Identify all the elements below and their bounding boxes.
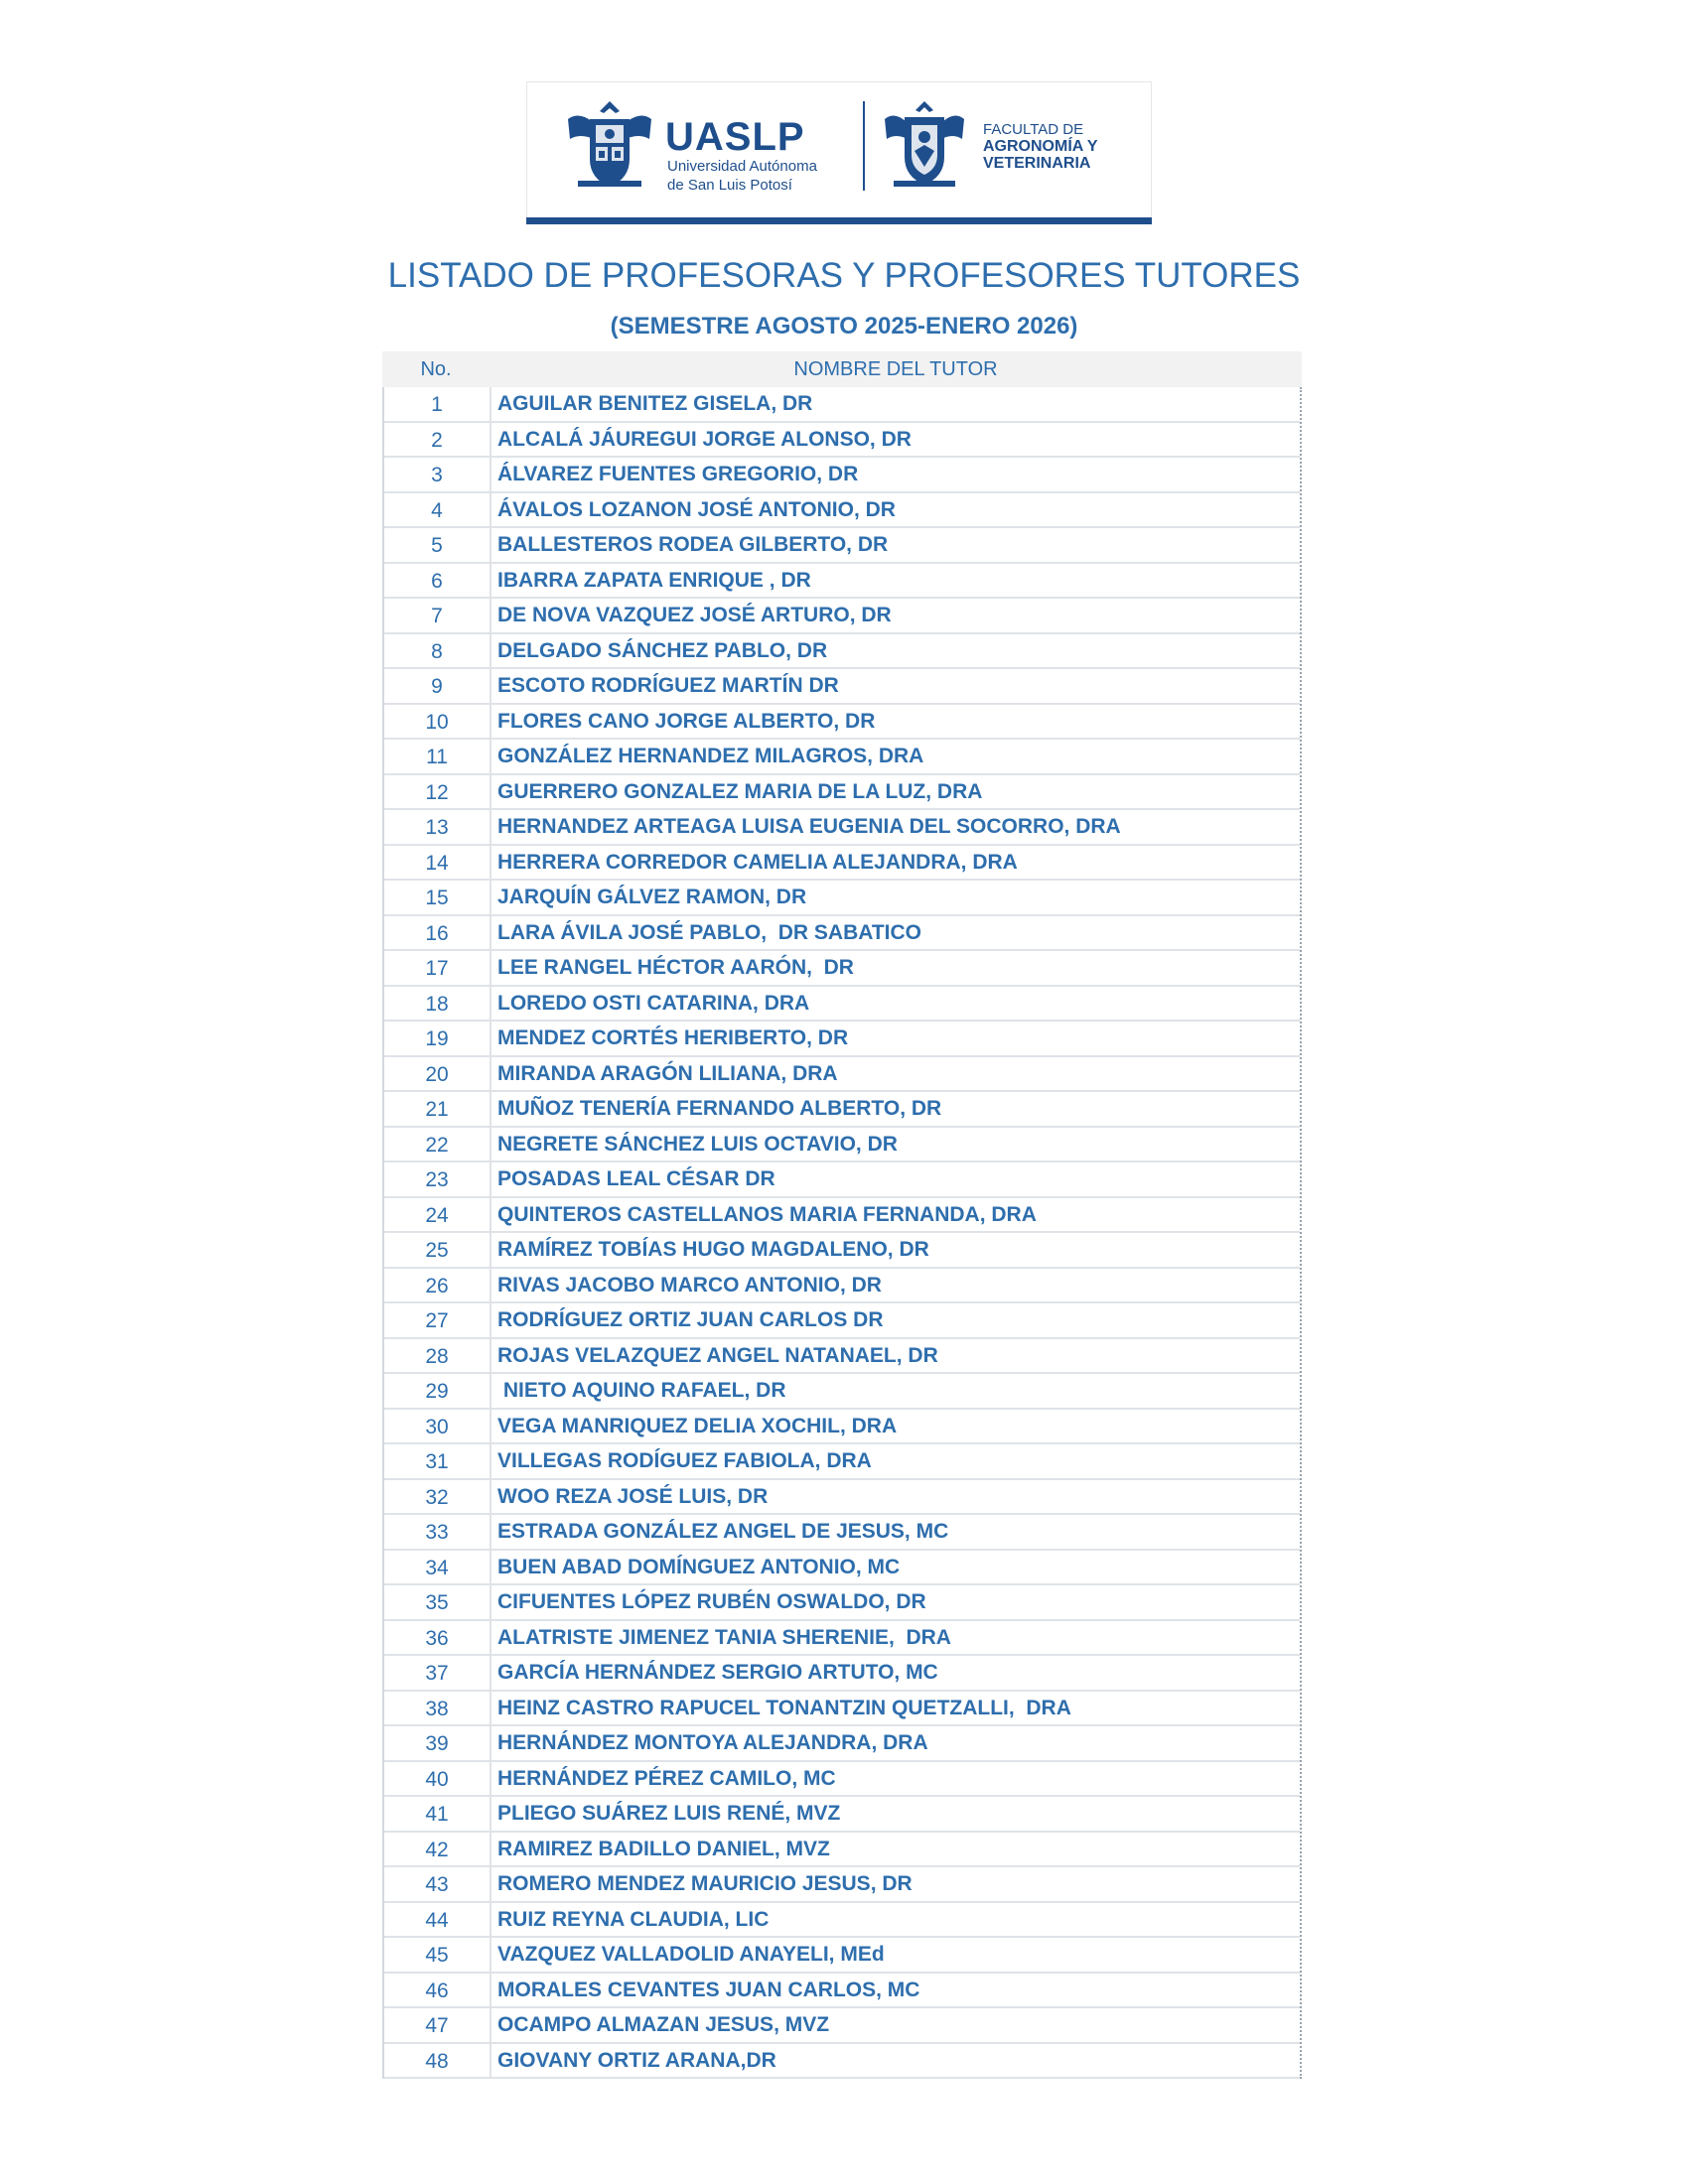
tutor-name: VAZQUEZ VALLADOLID ANAYELI, MEd <box>497 1943 885 1966</box>
row-number: 43 <box>384 1867 492 1901</box>
table-row <box>384 1162 1300 1198</box>
tutor-name: GUERRERO GONZALEZ MARIA DE LA LUZ, DRA <box>497 779 983 803</box>
tutor-name: HERRERA CORREDOR CAMELIA ALEJANDRA, DRA <box>497 850 1018 874</box>
tutor-name: CIFUENTES LÓPEZ RUBÉN OSWALDO, DR <box>497 1590 926 1613</box>
table-body <box>382 387 1302 2079</box>
row-number: 20 <box>384 1057 492 1091</box>
row-number: 46 <box>384 1974 492 2007</box>
row-number: 9 <box>384 669 492 703</box>
table-row <box>384 1903 1300 1939</box>
tutor-name: MENDEZ CORTÉS HERIBERTO, DR <box>497 1026 849 1049</box>
faculty-line-2: AGRONOMÍA Y <box>983 138 1098 155</box>
table-row <box>384 1585 1300 1621</box>
row-number: 44 <box>384 1903 492 1937</box>
table-row <box>384 1374 1300 1410</box>
table-row <box>384 669 1300 705</box>
row-number: 28 <box>384 1339 492 1373</box>
table-row <box>384 423 1300 459</box>
row-number: 19 <box>384 1022 492 1055</box>
row-number: 30 <box>384 1410 492 1443</box>
table-row <box>384 1092 1300 1128</box>
tutor-name: HEINZ CASTRO RAPUCEL TONANTZIN QUETZALLI, DRA <box>497 1696 1071 1719</box>
tutor-name: PLIEGO SUÁREZ LUIS RENÉ, MVZ <box>497 1802 841 1825</box>
row-number: 37 <box>384 1656 492 1690</box>
tutor-name: MORALES CEVANTES JUAN CARLOS, MC <box>497 1978 920 2001</box>
row-number: 14 <box>384 846 492 880</box>
table-row <box>384 1022 1300 1057</box>
table-row <box>384 2044 1300 2080</box>
table-row <box>384 1762 1300 1798</box>
row-number: 6 <box>384 564 492 598</box>
tutor-name: ÁLVAREZ FUENTES GREGORIO, DR <box>497 463 859 485</box>
faculty-line-3: VETERINARIA <box>983 155 1091 172</box>
table-row <box>384 1480 1300 1516</box>
row-number: 7 <box>384 599 492 632</box>
document-title: LISTADO DE PROFESORAS Y PROFESORES TUTORES <box>387 256 1301 295</box>
row-number: 31 <box>384 1444 492 1478</box>
row-number: 34 <box>384 1551 492 1584</box>
tutor-name: VILLEGAS RODÍGUEZ FABIOLA, DRA <box>497 1449 872 1472</box>
tutor-name: DE NOVA VAZQUEZ JOSÉ ARTURO, DR <box>497 604 892 626</box>
column-header-tutor-name: NOMBRE DEL TUTOR <box>793 358 998 380</box>
row-number: 10 <box>384 705 492 739</box>
table-row <box>384 599 1300 634</box>
table-row <box>384 1833 1300 1868</box>
table-row <box>384 1551 1300 1586</box>
tutor-name: FLORES CANO JORGE ALBERTO, DR <box>497 709 876 733</box>
tutor-name: RAMIREZ BADILLO DANIEL, MVZ <box>497 1837 830 1860</box>
tutor-name: GIOVANY ORTIZ ARANA,DR <box>497 2048 776 2072</box>
row-number: 15 <box>384 881 492 914</box>
table-row <box>384 528 1300 564</box>
row-number: 32 <box>384 1480 492 1514</box>
row-number: 24 <box>384 1198 492 1232</box>
table-row <box>384 564 1300 600</box>
tutor-name: LOREDO OSTI CATARINA, DRA <box>497 991 810 1015</box>
table-row <box>384 1269 1300 1304</box>
row-number: 26 <box>384 1269 492 1302</box>
table-row <box>384 1938 1300 1974</box>
university-name <box>667 157 866 195</box>
tutor-name: DELGADO SÁNCHEZ PABLO, DR <box>497 638 828 662</box>
tutor-name: ROMERO MENDEZ MAURICIO JESUS, DR <box>497 1872 913 1895</box>
tutor-name: ESTRADA GONZÁLEZ ANGEL DE JESUS, MC <box>497 1520 949 1543</box>
row-number: 42 <box>384 1833 492 1866</box>
row-number: 3 <box>384 458 492 491</box>
row-number: 41 <box>384 1797 492 1831</box>
table-row <box>384 1692 1300 1727</box>
tutor-name: RAMÍREZ TOBÍAS HUGO MAGDALENO, DR <box>497 1238 929 1261</box>
table-row <box>384 1303 1300 1339</box>
table-row <box>384 1726 1300 1762</box>
table-row <box>384 916 1300 952</box>
uaslp-crest-icon <box>564 99 655 193</box>
table-row <box>384 740 1300 775</box>
table-row <box>384 775 1300 811</box>
row-number: 12 <box>384 775 492 809</box>
table-row <box>384 810 1300 846</box>
row-number: 2 <box>384 423 492 457</box>
tutors-table <box>382 351 1302 2079</box>
document-subtitle: (SEMESTRE AGOSTO 2025-ENERO 2026) <box>610 313 1078 340</box>
tutor-name: RODRÍGUEZ ORTIZ JUAN CARLOS DR <box>497 1308 884 1331</box>
table-row <box>384 1128 1300 1163</box>
table-row <box>384 634 1300 670</box>
row-number: 48 <box>384 2044 492 2078</box>
row-number: 18 <box>384 987 492 1021</box>
tutor-name: OCAMPO ALMAZAN JESUS, MVZ <box>497 2013 830 2036</box>
row-number: 4 <box>384 493 492 527</box>
tutor-name: LARA ÁVILA JOSÉ PABLO, DR SABATICO <box>497 920 922 944</box>
table-row <box>384 987 1300 1023</box>
tutor-name: LEE RANGEL HÉCTOR AARÓN, DR <box>497 956 854 979</box>
tutor-name: MIRANDA ARAGÓN LILIANA, DRA <box>497 1061 838 1085</box>
table-row <box>384 881 1300 916</box>
table-row <box>384 705 1300 741</box>
row-number: 5 <box>384 528 492 562</box>
tutor-name: RUIZ REYNA CLAUDIA, LIC <box>497 1907 770 1931</box>
row-number: 1 <box>384 387 492 421</box>
table-row <box>384 1974 1300 2009</box>
tutor-name: ÁVALOS LOZANON JOSÉ ANTONIO, DR <box>497 497 896 521</box>
tutor-name: GARCÍA HERNÁNDEZ SERGIO ARTUTO, MC <box>497 1661 938 1684</box>
tutor-name: WOO REZA JOSÉ LUIS, DR <box>497 1484 769 1508</box>
university-line-2: de San Luis Potosí <box>667 177 792 194</box>
table-row <box>384 458 1300 493</box>
table-row <box>384 1233 1300 1269</box>
row-number: 47 <box>384 2008 492 2042</box>
faculty-line-1: FACULTAD DE <box>983 121 1084 138</box>
table-row <box>384 493 1300 529</box>
table-row <box>384 1515 1300 1551</box>
tutor-name: NEGRETE SÁNCHEZ LUIS OCTAVIO, DR <box>497 1132 898 1156</box>
row-number: 45 <box>384 1938 492 1972</box>
tutor-name: ALCALÁ JÁUREGUI JORGE ALONSO, DR <box>497 427 912 451</box>
tutor-name: ESCOTO RODRÍGUEZ MARTÍN DR <box>497 674 839 697</box>
tutor-name: ALATRISTE JIMENEZ TANIA SHERENIE, DRA <box>497 1625 951 1649</box>
table-row <box>384 1057 1300 1093</box>
tutor-name: VEGA MANRIQUEZ DELIA XOCHIL, DRA <box>497 1414 898 1437</box>
tutor-name: HERNÁNDEZ PÉREZ CAMILO, MC <box>497 1766 836 1790</box>
row-number: 36 <box>384 1621 492 1655</box>
table-row <box>384 846 1300 882</box>
row-number: 13 <box>384 810 492 844</box>
row-number: 25 <box>384 1233 492 1267</box>
table-row <box>384 1410 1300 1445</box>
faculty-crest-icon <box>882 99 967 191</box>
tutor-name: IBARRA ZAPATA ENRIQUE , DR <box>497 568 811 592</box>
tutor-name: BALLESTEROS RODEA GILBERTO, DR <box>497 533 889 556</box>
tutor-name: RIVAS JACOBO MARCO ANTONIO, DR <box>497 1273 882 1297</box>
header-underline <box>526 217 1152 224</box>
row-number: 16 <box>384 916 492 950</box>
table-row <box>384 1867 1300 1903</box>
row-number: 22 <box>384 1128 492 1161</box>
tutor-name: HERNÁNDEZ MONTOYA ALEJANDRA, DRA <box>497 1731 928 1754</box>
table-row <box>384 387 1300 423</box>
tutor-name: POSADAS LEAL CÉSAR DR <box>497 1167 775 1190</box>
banner-divider <box>863 101 865 191</box>
row-number: 29 <box>384 1374 492 1408</box>
row-number: 8 <box>384 634 492 668</box>
table-header <box>382 351 1302 387</box>
column-header-number: No. <box>420 358 452 380</box>
table-row <box>384 1621 1300 1657</box>
row-number: 33 <box>384 1515 492 1549</box>
row-number: 23 <box>384 1162 492 1196</box>
table-row <box>384 951 1300 987</box>
row-number: 17 <box>384 951 492 985</box>
tutor-name: ROJAS VELAZQUEZ ANGEL NATANAEL, DR <box>497 1343 938 1367</box>
tutor-name: BUEN ABAD DOMÍNGUEZ ANTONIO, MC <box>497 1555 901 1578</box>
brand-name: UASLP <box>665 115 805 159</box>
tutor-name: NIETO AQUINO RAFAEL, DR <box>497 1379 786 1402</box>
row-number: 11 <box>384 740 492 773</box>
table-row <box>384 1656 1300 1692</box>
row-number: 27 <box>384 1303 492 1337</box>
row-number: 35 <box>384 1585 492 1619</box>
tutor-name: GONZÁLEZ HERNANDEZ MILAGROS, DRA <box>497 745 924 767</box>
university-line-1: Universidad Autónoma <box>667 158 817 175</box>
table-row <box>384 1198 1300 1234</box>
table-row <box>384 1797 1300 1833</box>
row-number: 38 <box>384 1692 492 1725</box>
row-number: 40 <box>384 1762 492 1796</box>
row-number: 21 <box>384 1092 492 1126</box>
tutor-name: AGUILAR BENITEZ GISELA, DR <box>497 392 813 415</box>
table-row <box>384 1339 1300 1375</box>
tutor-name: HERNANDEZ ARTEAGA LUISA EUGENIA DEL SOCORRO, DRA <box>497 815 1121 838</box>
tutor-name: JARQUÍN GÁLVEZ RAMON, DR <box>497 886 807 908</box>
tutor-name: MUÑOZ TENERÍA FERNANDO ALBERTO, DR <box>497 1097 942 1120</box>
row-number: 39 <box>384 1726 492 1760</box>
table-row <box>384 1444 1300 1480</box>
tutor-name: QUINTEROS CASTELLANOS MARIA FERNANDA, DRA <box>497 1202 1037 1226</box>
table-row <box>384 2008 1300 2044</box>
